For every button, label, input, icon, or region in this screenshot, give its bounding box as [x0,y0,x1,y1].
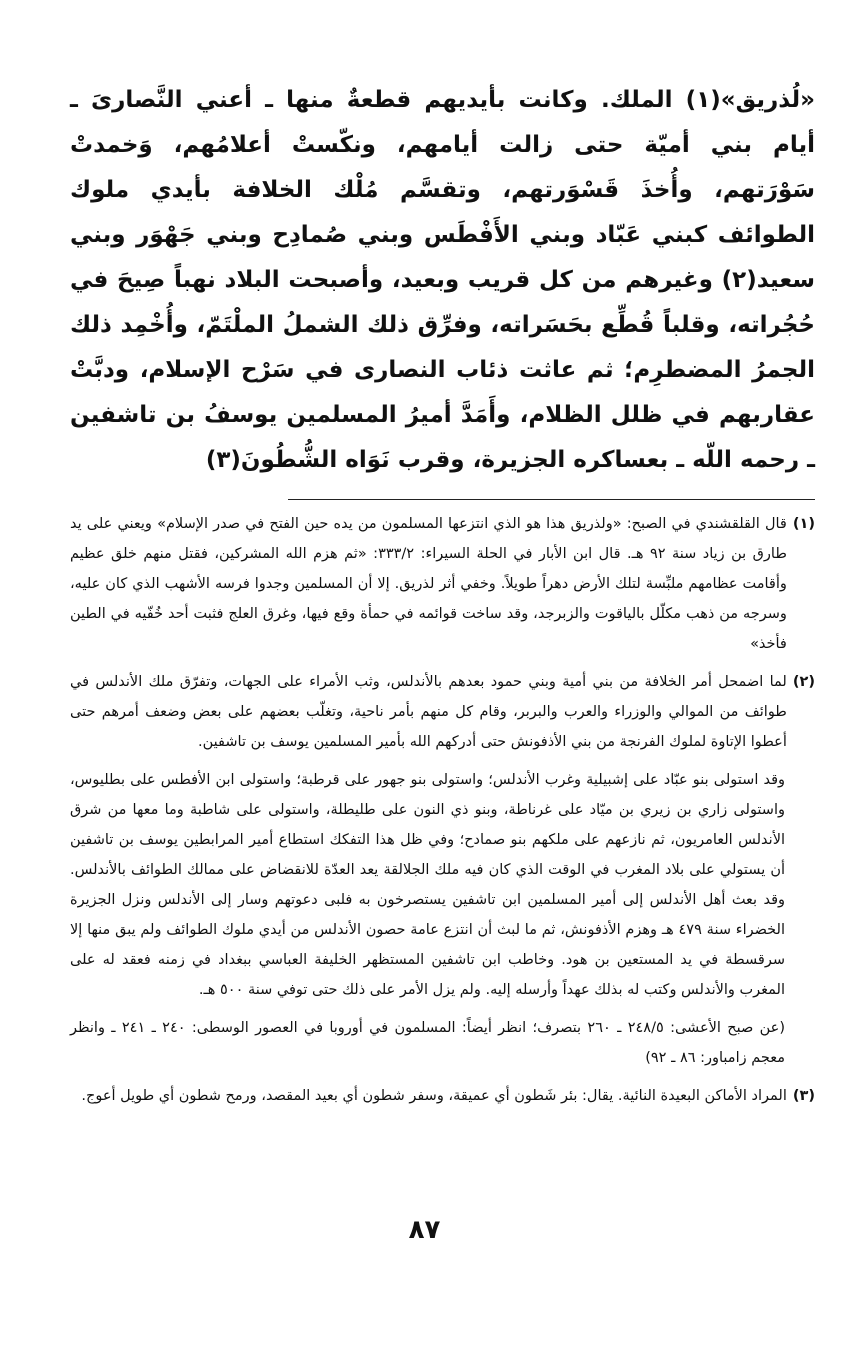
footnote-2-source: (عن صبح الأعشى: ٢٤٨/٥ ـ ٢٦٠ بتصرف؛ انظر أيضاً: المسلمون في أوروبا في العصور الوسطى: ٢٤٠ ـ ٢٤١ ـ وانظر معجم زامباور: ٨٦ ـ ٩٢) [70,1020,785,1066]
main-text: «لُذريق»(١) الملك. وكانت بأيديهم قطعةٌ منها ـ أعني النَّصارىَ ـ أيام بني أميّة حتى زالت أيامهم، ونكّستْ أعلامُهم، وَخمدتْ سَوْرَتهم، وأُخذَ قَسْوَرتهم، وتقسَّم مُلْك الخلافة بأيدي ملوك الطوائف كبني عَبّاد وبني الأَفْطَس وبني صُمادِح وبني جَهْوَر وبني سعيد(٢) وغيرهم من كل قريب وبعيد، وأصبحت البلاد نهباً صِيحَ في حُجُراته، وقلباً قُطِّع بحَسَراته، وفرِّق ذلك الشملُ الملْتَمّ، وأُخْمِد ذلك الجمرُ المضطرِم؛ ثم عاثت ذئاب النصارى في سَرْح الإسلام، ودبَّتْ عقاربهم في ظلل الظلام، وأَمَدَّ أميرُ المسلمين يوسفُ بن تاشفين ـ رحمه اللّه ـ بعساكره الجزيرة، وقرب نَوَاه الشُّطُونَ(٣) [70,87,815,473]
footnote-text: المراد الأماكن البعيدة النائية. يقال: بئر شَطون أي عميقة، وسفر شطون أي بعيد المقصد، ورمح شطون أي طويل أعوج. [81,1088,787,1104]
footnote-number: (٣) [792,1088,815,1104]
footnote-2 [70,667,815,757]
page-content [70,78,815,1119]
footnote-number: (١) [792,516,815,532]
footnote-text: لما اضمحل أمر الخلافة من بني أمية وبني حمود بعدهم بالأندلس، وثب الأمراء على الجهات، وتفرّق ملك الأندلس في طوائف من الموالي والوزراء والعرب والبربر، وقام كل منهم بأمر ناحية، وتغلّب بعضهم على بعض وضعف أمرهم حتى أعطوا الإتاوة لملوك الفرنجة من بني الأذفونش حتى أدركهم الله بأمير المسلمين يوسف بن تاشفين. [70,674,787,750]
footnote-number: (٢) [792,674,815,690]
footnote-3 [70,1081,815,1111]
footnote-1 [70,509,815,659]
footnote-separator [70,499,815,501]
footnote-2-paragraph: وقد استولى بنو عبّاد على إشبيلية وغرب الأندلس؛ واستولى بنو جهور على قرطبة؛ واستولى ابن الأفطس على بطليوس، واستولى زاري بن زيري بن ميّاد على غرناطة، وبنو ذي النون على طليطلة، واستولى على شاطبة وما معها من شرق الأندلس العامريون، ثم نازعهم على ملكهم بنو صمادح؛ وفي ظل هذا التفكك استطاع أمير المرابطين يوسف بن تاشفين أن يستولي على بلاد المغرب في الوقت الذي كان فيه ملك الجلالقة يعد العدّة للانقضاض على ممالك الطوائف بالأندلس. وقد بعث أهل الأندلس إلى أمير المسلمين ابن تاشفين يستصرخون به فلبى دعوتهم وسار إلى الأندلس ونزل الجزيرة الخضراء سنة ٤٧٩ هـ وهزم الأذفونش، ثم ما لبث أن انتزع عامة حصون الأندلس من أيدي ملوك الطوائف ولم يبق منها إلا سرقسطة في يد المستعين بن هود. وخاطب ابن تاشفين المستظهر الخليفة العباسي ببغداد في زمنه فعقد له على المغرب والأندلس وكتب له بذلك عهداً وأرسله إليه. ولم يزل الأمر على ذلك حتى توفي سنة ٥٠٠ هـ. [70,772,785,998]
footnotes [70,509,815,1111]
footnote-text: قال القلقشندي في الصبح: «ولذريق هذا هو الذي انتزعها المسلمون من يده حين الفتح في صدر الإسلام» ويعني على يد طارق بن زياد سنة ٩٢ هـ. قال ابن الأبار في الحلة السيراء: ٣٣٣/٢: «ثم هزم الله المشركين، فقتل منهم خلق عظيم وأقامت عظامهم ملبِّسة لتلك الأرض دهراً طويلاً. وخفي أثر لذريق. إلا أن المسلمين وجدوا فرسه الأشهب الذي كان عليه، وسرجه من ذهب مكلّل بالياقوت والزبرجد، وقد ساخت قوائمه في حمأة وقع فيها، وغرق العلج فثبت أحد خُفّيه في الطين فأخذ» [70,516,787,652]
page-number: ٨٧ [408,1215,441,1245]
